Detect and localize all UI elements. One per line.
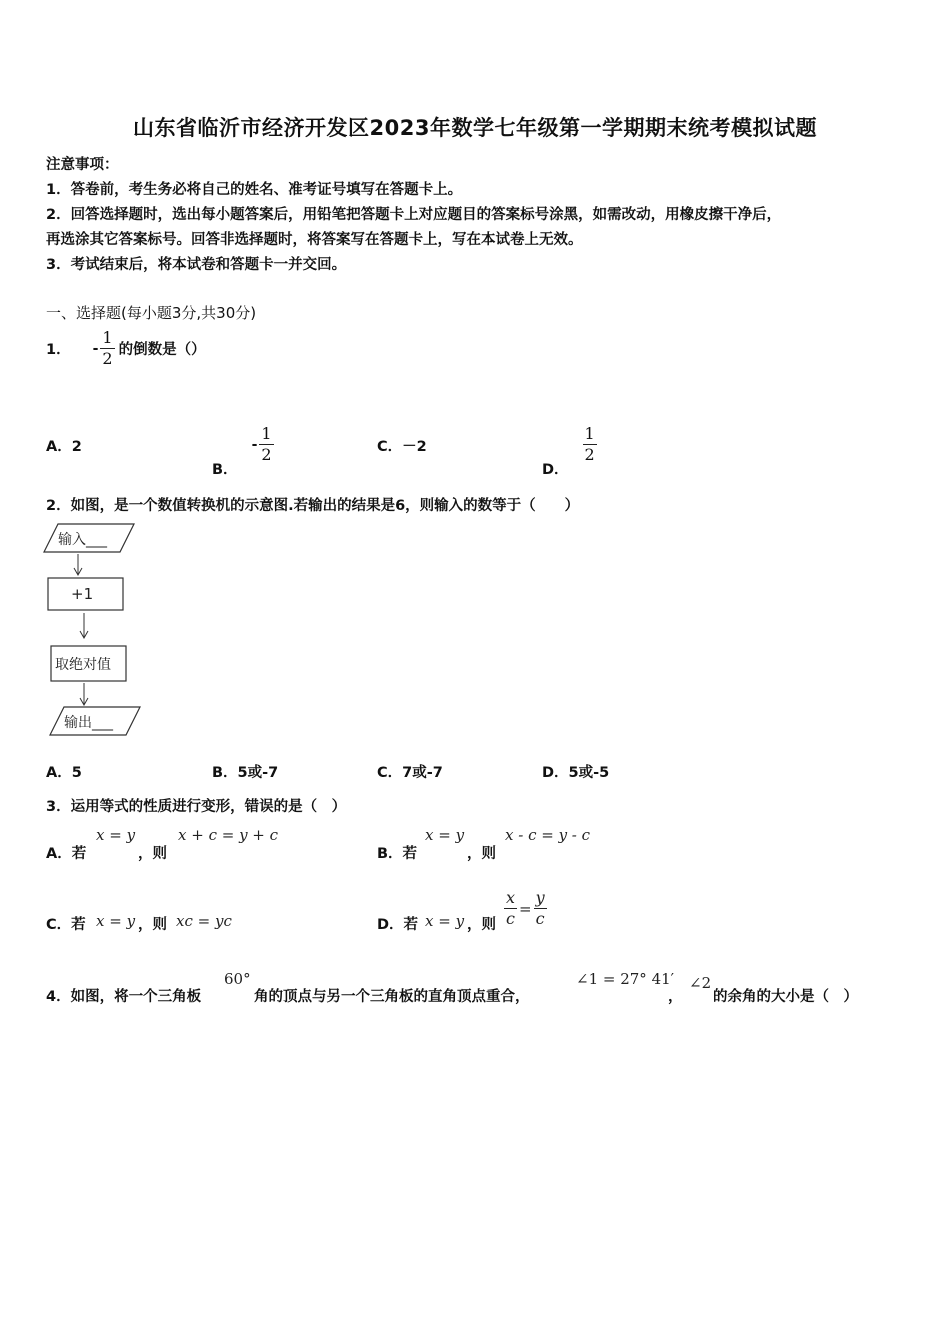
q3-d-then: ，则	[467, 917, 496, 933]
fraction-numerator: y	[535, 888, 545, 907]
question-1	[46, 328, 206, 369]
option-label: B．	[212, 462, 238, 478]
question-text: 的倒数是（）	[118, 342, 206, 358]
flow-output-label: 输出___	[64, 715, 113, 731]
fraction	[504, 888, 517, 929]
q3-option-d-if: D．若	[377, 917, 419, 933]
q3-option-b-if: B．若	[377, 846, 418, 862]
flowchart	[40, 520, 150, 745]
flow-step2-label: 取绝对值	[55, 657, 111, 673]
fraction	[534, 888, 547, 929]
question-3-text: 3．运用等式的性质进行变形，错误的是（ ）	[46, 799, 347, 815]
q3-option-c-if: C．若	[46, 917, 86, 933]
q3-b-result: x - c = y - c	[505, 826, 591, 844]
q3-option-a-if: A．若	[46, 846, 87, 862]
minus-sign: -	[92, 340, 99, 357]
q3-b-condition: x = y	[425, 826, 465, 844]
section-heading: 一、选择题(每小题3分,共30分)	[46, 304, 257, 322]
q3-c-then: ，则	[138, 917, 167, 933]
fraction-denominator: c	[506, 909, 515, 928]
q1-option-c: C．－2	[377, 439, 427, 455]
question-4-part1: 4．如图，将一个三角板	[46, 989, 202, 1005]
fraction-numerator: 1	[584, 424, 595, 443]
q2-option-b: B．5或-7	[212, 765, 279, 781]
minus-sign: -	[251, 436, 258, 453]
q1-option-b	[212, 410, 274, 479]
notice-heading: 注意事项：	[46, 157, 119, 173]
fraction-denominator: 2	[261, 445, 272, 464]
flow-step1-label: +1	[71, 585, 94, 603]
fraction	[583, 424, 597, 465]
q2-option-c: C．7或-7	[377, 765, 443, 781]
q4-angle2: ∠2	[689, 974, 712, 992]
notice-item-3: 3．考试结束后，将本试卷和答题卡一并交回。	[46, 257, 347, 273]
q3-a-then: ，则	[138, 846, 167, 862]
fraction	[100, 328, 114, 369]
q3-a-condition: x = y	[96, 826, 136, 844]
notice-item-2: 2．回答选择题时，选出每小题答案后，用铅笔把答题卡上对应题目的答案标号涂黑，如需改动，用橡皮擦干净后，	[46, 207, 782, 223]
notice-item-2-cont: 再选涂其它答案标号。回答非选择题时，将答案写在答题卡上，写在本试卷上无效。	[46, 232, 583, 248]
fraction-numerator: 1	[102, 328, 113, 347]
q4-angle-60: 60°	[224, 970, 251, 988]
question-number: 1．	[46, 342, 71, 358]
fraction-denominator: c	[535, 909, 545, 928]
fraction	[259, 424, 273, 465]
question-2-text: 2．如图，是一个数值转换机的示意图.若输出的结果是6，则输入的数等于（ ）	[46, 498, 580, 514]
fraction-denominator: 2	[584, 445, 595, 464]
q1-option-d	[542, 410, 597, 479]
q3-d-result	[504, 888, 547, 929]
fraction-numerator: x	[506, 888, 516, 907]
q3-a-result: x + c = y + c	[178, 826, 279, 844]
q3-c-result: xc = yc	[176, 912, 232, 930]
notice-item-1: 1．答卷前，考生务必将自己的姓名、准考证号填写在答题卡上。	[46, 182, 463, 198]
q3-d-condition: x = y	[425, 912, 465, 930]
q3-b-then: ，则	[467, 846, 496, 862]
equals-sign: =	[519, 899, 532, 918]
question-4-part4: 的余角的大小是（ ）	[713, 989, 858, 1005]
question-4-part2: 角的顶点与另一个三角板的直角顶点重合，	[254, 989, 530, 1005]
q2-option-d: D．5或-5	[542, 765, 610, 781]
flow-input-label: 输入___	[58, 532, 107, 548]
fraction-numerator: 1	[261, 424, 272, 443]
page-title: 山东省临沂市经济开发区2023年数学七年级第一学期期末统考模拟试题	[133, 116, 817, 140]
option-label: D．	[542, 462, 569, 478]
q3-c-condition: x = y	[96, 912, 136, 930]
fraction-denominator: 2	[102, 349, 113, 368]
q2-option-a: A．5	[46, 765, 82, 781]
question-4-part3: ，	[668, 989, 683, 1005]
q4-angle1: ∠1 = 27° 41′	[576, 970, 675, 988]
q1-option-a: A．2	[46, 439, 82, 455]
